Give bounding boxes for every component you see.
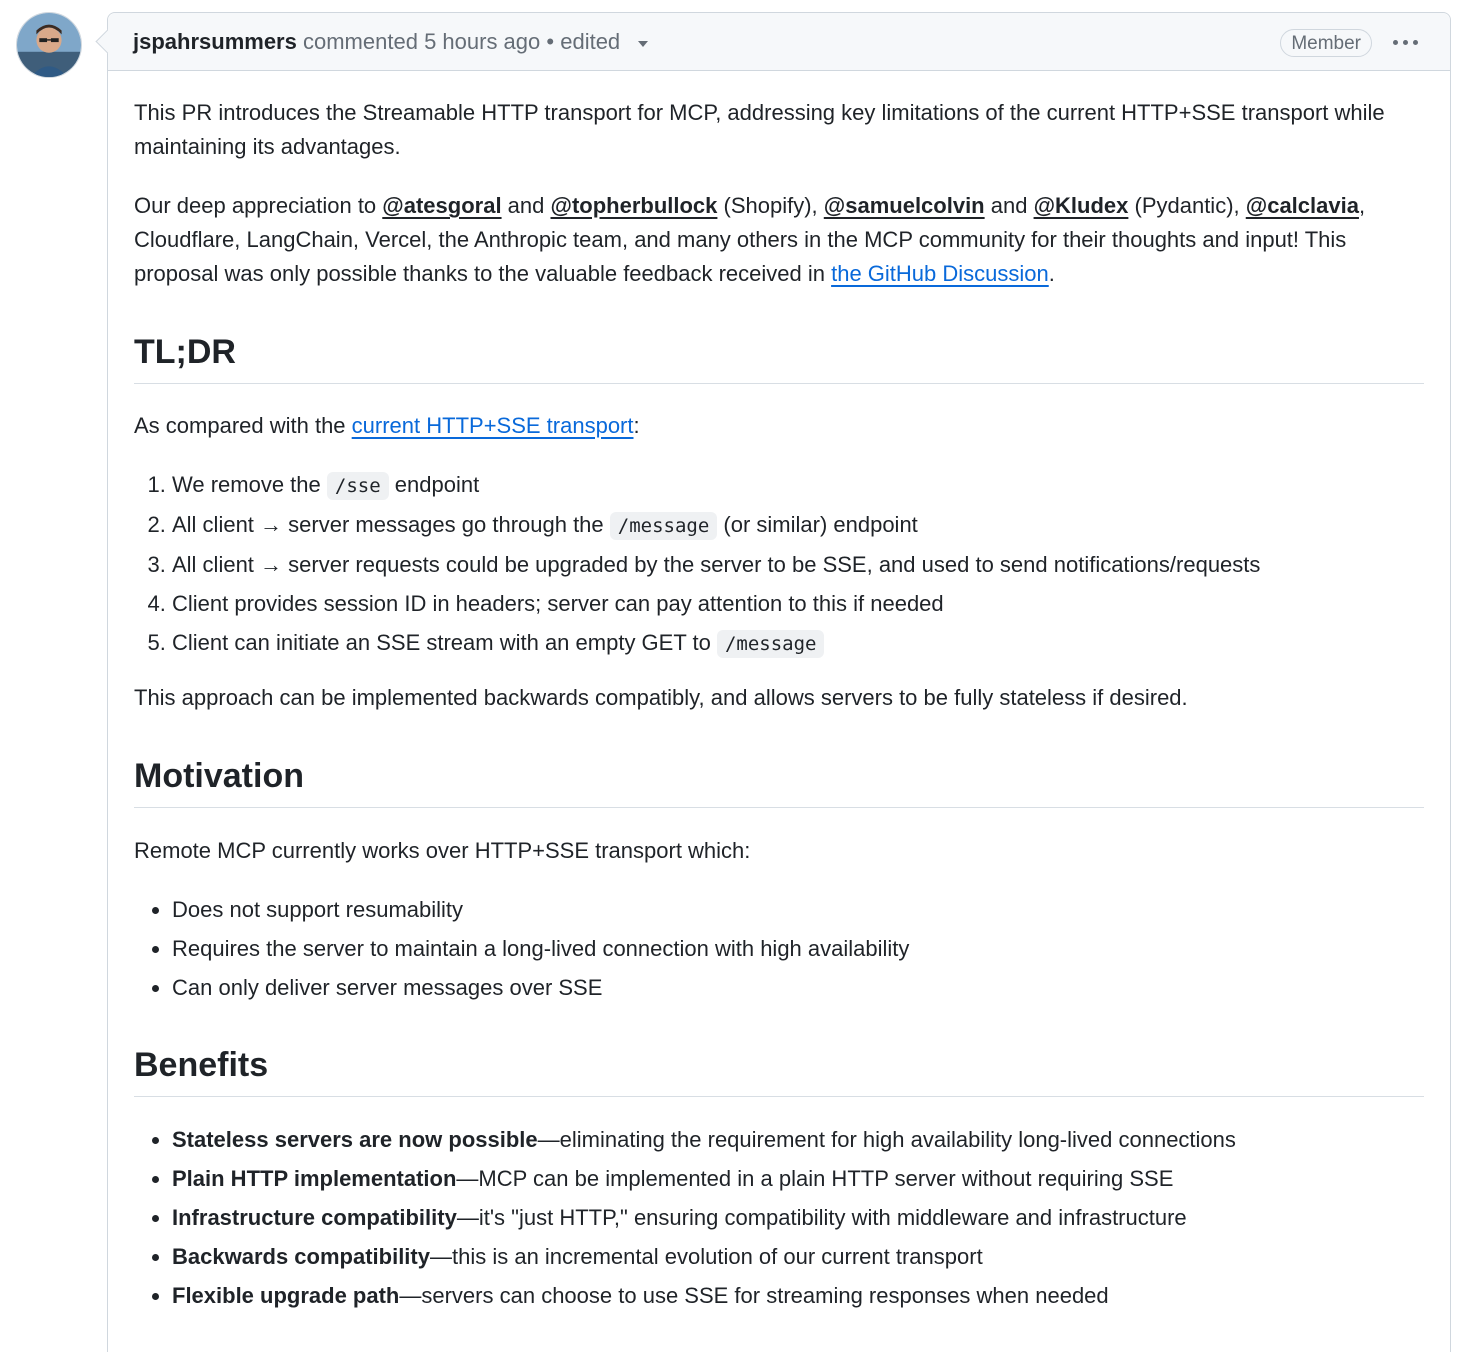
- avatar-image: [17, 13, 81, 77]
- comment-body: [108, 96, 1450, 1313]
- benefits-list: [134, 1123, 1424, 1313]
- heading-divider: [134, 383, 1424, 384]
- separator-dot: •: [546, 28, 555, 54]
- list-item: • Can only deliver server messages over SSE: [172, 971, 1424, 1005]
- benefits-heading: Benefits: [134, 1046, 269, 1084]
- author-name[interactable]: jspahrsummers: [133, 28, 297, 54]
- current-transport-link[interactable]: current HTTP+SSE transport: [351, 413, 634, 438]
- motivation-list: [134, 893, 1424, 1005]
- member-badge: Member: [1280, 29, 1372, 57]
- mention-topherbullock[interactable]: @topherbullock: [550, 193, 718, 218]
- intro-paragraph: This PR introduces the Streamable HTTP transport for MCP, addressing key limitations of the current HTTP+SSE transport while maintaining its advantages.: [134, 100, 1385, 159]
- edited-label: edited: [560, 28, 621, 54]
- inline-code: /message: [717, 630, 825, 658]
- list-item: 1. We remove the /sse endpoint: [172, 468, 1424, 503]
- mention-atesgoral[interactable]: @atesgoral: [382, 193, 502, 218]
- mention-kludex[interactable]: @Kludex: [1033, 193, 1129, 218]
- comment-time[interactable]: 5 hours ago: [424, 28, 541, 54]
- list-item: 2. All client → server messages go through the /message (or similar) endpoint: [172, 508, 1424, 543]
- tldr-list: [134, 468, 1424, 661]
- kebab-menu-icon[interactable]: [1390, 32, 1420, 52]
- comment-header: [108, 13, 1450, 71]
- list-item: 5. Client can initiate an SSE stream with an empty GET to /message: [172, 626, 1424, 661]
- list-item: 4. Client provides session ID in headers; server can pay attention to this if needed: [172, 587, 1424, 621]
- heading-divider: [134, 807, 1424, 808]
- tldr-lead: As compared with the current HTTP+SSE transport:: [134, 413, 640, 438]
- comment-box: [107, 12, 1451, 1352]
- list-item: • Plain HTTP implementation—MCP can be implemented in a plain HTTP server without requiring SSE: [172, 1162, 1424, 1196]
- edited-dropdown[interactable]: [560, 29, 648, 55]
- list-item: 3. All client → server requests could be upgraded by the server to be SSE, and used to send notifications/requests: [172, 548, 1424, 582]
- inline-code: /sse: [327, 472, 389, 500]
- inline-code: /message: [610, 512, 718, 540]
- mention-calclavia[interactable]: @calclavia: [1245, 193, 1359, 218]
- motivation-heading: Motivation: [134, 757, 304, 795]
- thanks-paragraph: Our deep appreciation to @atesgoral and @topherbullock (Shopify), @samuelcolvin and @Kludex (Pydantic), @calclavia, Cloudflare, LangChain, Vercel, the Anthropic team, and many others in the MCP community for their thoughts and input! This proposal was only possible thanks to the valuable feedback received in the GitHub Discussion.: [134, 193, 1366, 286]
- author-avatar[interactable]: [16, 12, 82, 78]
- mention-samuelcolvin[interactable]: @samuelcolvin: [823, 193, 985, 218]
- tldr-footer: This approach can be implemented backwards compatibly, and allows servers to be fully stateless if desired.: [134, 685, 1188, 710]
- github-discussion-link[interactable]: the GitHub Discussion: [831, 261, 1049, 286]
- comment-action: commented: [302, 28, 418, 54]
- list-item: • Backwards compatibility—this is an incremental evolution of our current transport: [172, 1240, 1424, 1274]
- list-item: • Stateless servers are now possible—eliminating the requirement for high availability long-lived connections: [172, 1123, 1424, 1157]
- list-item: • Flexible upgrade path—servers can choose to use SSE for streaming responses when needed: [172, 1279, 1424, 1313]
- list-item: • Infrastructure compatibility—it's "just HTTP," ensuring compatibility with middleware and infrastructure: [172, 1201, 1424, 1235]
- list-item: • Requires the server to maintain a long-lived connection with high availability: [172, 932, 1424, 966]
- heading-divider: [134, 1096, 1424, 1097]
- list-item: • Does not support resumability: [172, 893, 1424, 927]
- chevron-down-icon: [638, 41, 648, 47]
- motivation-lead: Remote MCP currently works over HTTP+SSE transport which:: [134, 838, 751, 863]
- tldr-heading: TL;DR: [134, 333, 236, 371]
